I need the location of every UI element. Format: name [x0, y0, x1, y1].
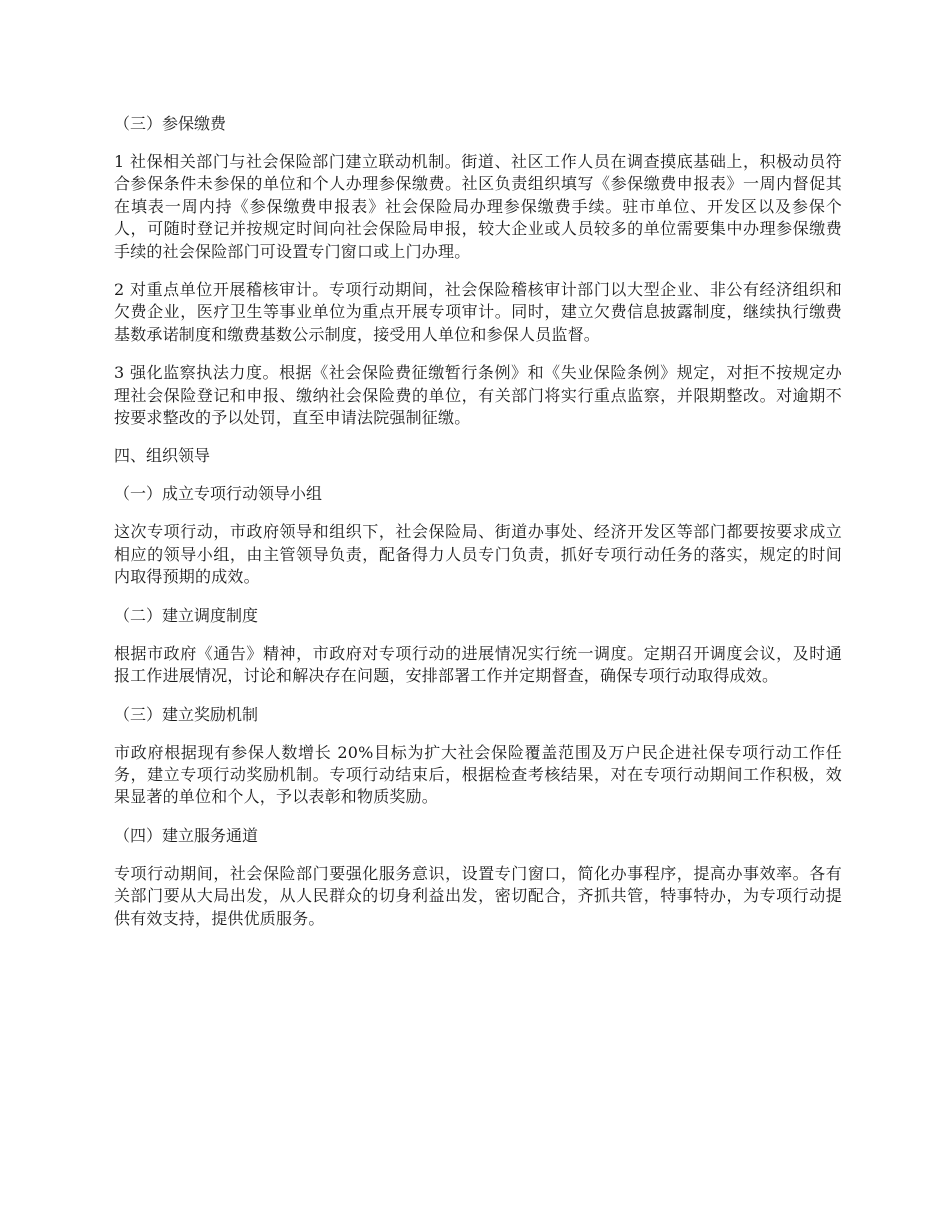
section-heading-organization: 四、组织领导 [114, 446, 211, 466]
paragraph-audit: 2 对重点单位开展稽核审计。专项行动期间，社会保险稽核审计部门以大型企业、非公有经济组织和欠费企业，医疗卫生等事业单位为重点开展专项审计。同时，建立欠费信息披露制度，继续执行缴费基数承诺制度和缴费基数公示制度，接受用人单位和参保人员监督。 [114, 280, 842, 344]
paragraph-enforcement: 3 强化监察执法力度。根据《社会保险费征缴暂行条例》和《失业保险条例》规定，对拒不按规定办理社会保险登记和申报、缴纳社会保险费的单位，有关部门将实行重点监察，并限期整改。对逾期不按要求整改的予以处罚，直至申请法院强制征缴。 [114, 363, 842, 428]
paragraph-leadership-group: 这次专项行动，市政府领导和组织下，社会保险局、街道办事处、经济开发区等部门都要按要求成立相应的领导小组，由主管领导负责，配备得力人员专门负责，抓好专项行动任务的落实，规定的时间内取得预期的成效。 [114, 522, 842, 587]
subheading-rewards: （三）建立奖励机制 [114, 704, 259, 724]
subheading-leadership-group: （一）成立专项行动领导小组 [114, 484, 323, 504]
document-page [114, 113, 842, 946]
subheading-service-channel: （四）建立服务通道 [114, 825, 259, 845]
paragraph-service-channel: 专项行动期间，社会保险部门要强化服务意识，设置专门窗口，简化办事程序，提高办事效率。各有关部门要从大局出发，从人民群众的切身利益出发，密切配合，齐抓共管，特事特办，为专项行动提供有效支持，提供优质服务。 [114, 863, 842, 928]
paragraph-linkage-mechanism: 1 社保相关部门与社会保险部门建立联动机制。街道、社区工作人员在调查摸底基础上，积极动员符合参保条件未参保的单位和个人办理参保缴费。社区负责组织填写《参保缴费申报表》一周内督促其在填表一周内持《参保缴费申报表》社会保险局办理参保缴费手续。驻市单位、开发区以及参保个人，可随时登记并按规定时间向社会保险局申报，较大企业或人员较多的单位需要集中办理参保缴费手续的社会保险部门可设置专门窗口或上门办理。 [114, 152, 842, 261]
paragraph-scheduling: 根据市政府《通告》精神，市政府对专项行动的进展情况实行统一调度。定期召开调度会议，及时通报工作进展情况，讨论和解决存在问题，安排部署工作并定期督查，确保专项行动取得成效。 [114, 643, 842, 686]
paragraph-rewards: 市政府根据现有参保人数增长 20%目标为扩大社会保险覆盖范围及万户民企进社保专项行动工作任务，建立专项行动奖励机制。专项行动结束后，根据检查考核结果，对在专项行动期间工作积极，效果显著的单位和个人，予以表彰和物质奖励。 [114, 742, 842, 807]
section-heading-enrollment: （三）参保缴费 [114, 114, 227, 133]
subheading-scheduling: （二）建立调度制度 [114, 605, 259, 625]
